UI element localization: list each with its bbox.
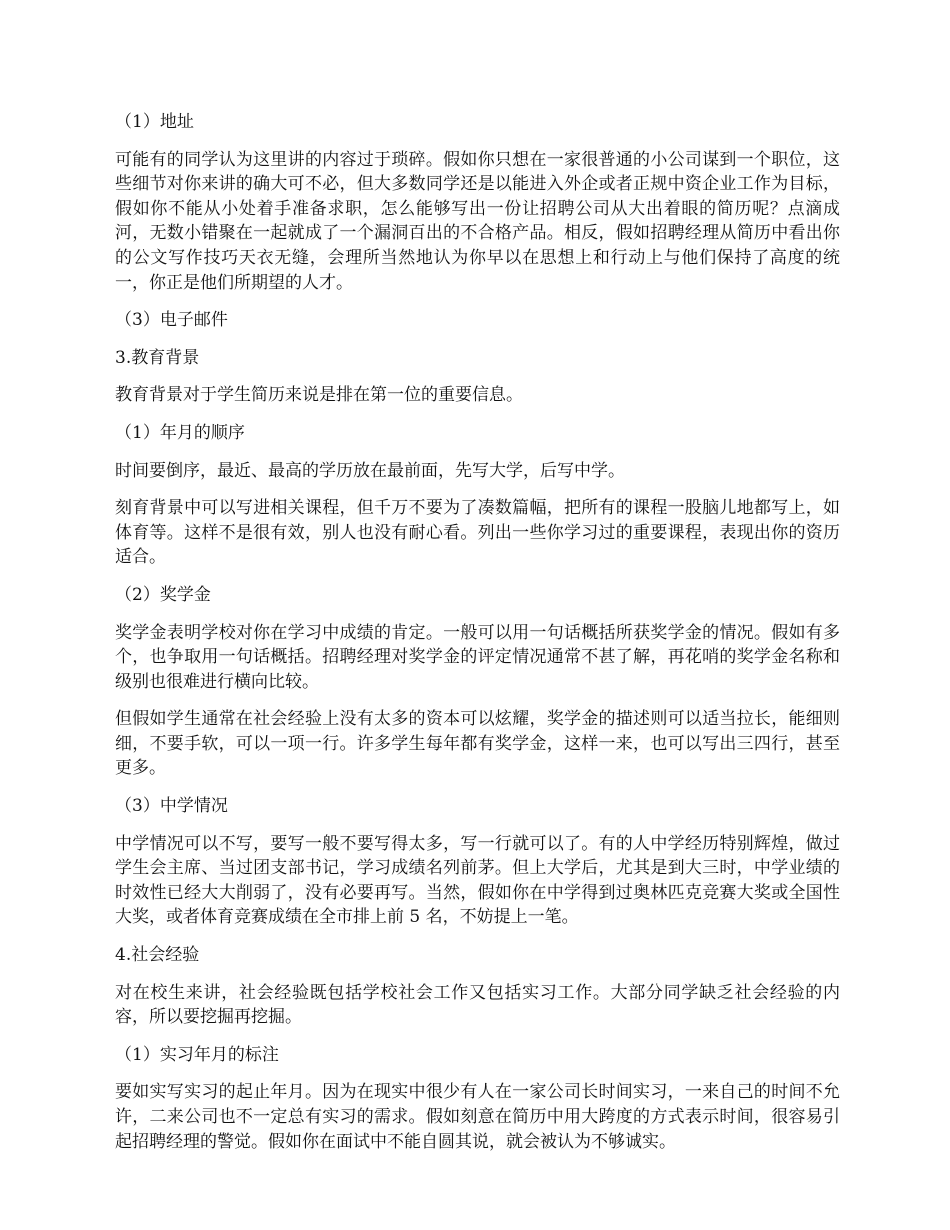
paragraph-courses: 刻育背景中可以写进相关课程，但千万不要为了凑数篇幅，把所有的课程一股脑儿地都写上，如体育等。这样不是很有效，别人也没有耐心看。列出一些你学习过的重要课程，表现出你的资历适合。 [115,498,840,568]
paragraph-high-school: 中学情况可以不写，要写一般不要写得太多，写一行就可以了。有的人中学经历特别辉煌，做过学生会主席、当过团支部书记，学习成绩名列前茅。但上大学后，尤其是到大三时，中学业绩的时效性已经大大削弱了，没有必要再写。当然，假如你在中学得到过奥林匹克竞赛大奖或全国性大奖，或者体育竞赛成绩在全市排上前 5 名，不妨提上一笔。 [115,833,840,928]
section-heading-internship-dates: （1）实习年月的标注 [115,1044,279,1065]
paragraph-social-experience: 对在校生来讲，社会经验既包括学校社会工作又包括实习工作。大部分同学缺乏社会经验的内容，所以要挖掘再挖掘。 [115,982,840,1028]
section-heading-scholarship: （2）奖学金 [115,584,211,605]
section-heading-date-order: （1）年月的顺序 [115,422,245,443]
paragraph-education-intro: 教育背景对于学生简历来说是排在第一位的重要信息。 [115,385,523,406]
paragraph-detail-importance: 可能有的同学认为这里讲的内容过于琐碎。假如你只想在一家很普通的小公司谋到一个职位，这些细节对你来讲的确大可不必，但大多数同学还是以能进入外企或者正规中资企业工作为目标，假如你不能从小处着手准备求职，怎么能够写出一份让招聘公司从大出着眼的简历呢？点滴成河，无数小错聚在一起就成了一个漏洞百出的不合格产品。相反，假如招聘经理从简历中看出你的公文写作技巧天衣无缝，会理所当然地认为你早以在思想上和行动上与他们保持了高度的统一，你正是他们所期望的人才。 [115,149,840,293]
section-heading-high-school: （3）中学情况 [115,796,228,817]
paragraph-scholarship-detail: 但假如学生通常在社会经验上没有太多的资本可以炫耀，奖学金的描述则可以适当拉长，能细则细，不要手软，可以一项一行。许多学生每年都有奖学金，这样一来，也可以写出三四行，甚至更多。 [115,709,840,779]
paragraph-scholarship-summary: 奖学金表明学校对你在学习中成绩的肯定。一般可以用一句话概括所获奖学金的情况。假如有多个，也争取用一句话概括。招聘经理对奖学金的评定情况通常不甚了解，再花哨的奖学金名称和级别也很难进行横向比较。 [115,622,840,692]
section-heading-email: （3）电子邮件 [115,310,228,331]
section-heading-education: 3.教育背景 [115,347,200,368]
section-heading-social-experience: 4.社会经验 [115,945,200,966]
paragraph-reverse-order: 时间要倒序，最近、最高的学历放在最前面，先写大学，后写中学。 [115,460,625,481]
paragraph-internship-dates: 要如实写实习的起止年月。因为在现实中很少有人在一家公司长时间实习，一来自己的时间不允许，二来公司也不一定总有实习的需求。假如刻意在简历中用大跨度的方式表示时间，很容易引起招聘经理的警觉。假如你在面试中不能自圆其说，就会被认为不够诚实。 [115,1082,840,1152]
section-heading-address: （1）地址 [115,112,194,132]
